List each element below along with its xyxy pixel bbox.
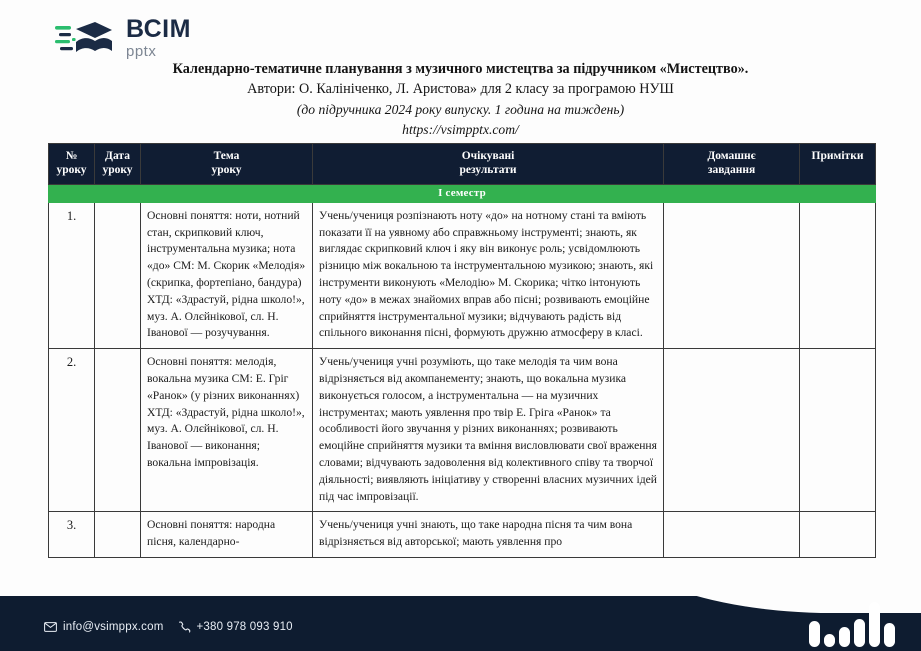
cell-homework[interactable]	[664, 349, 800, 512]
cell-notes[interactable]	[800, 202, 876, 348]
header-line-1: №	[65, 150, 78, 162]
logo-subtitle: pptx	[126, 43, 157, 60]
column-header-expected-results	[313, 144, 664, 185]
cell-lesson-topic: Основні поняття: мелодія, вокальна музика СМ: Е. Гріг «Ранок» (у різних виконаннях) ХТД: «Здрастуй, рідна школо!», муз. А. Олєйнікової, сл. Н. Іванової — виконання; вокальна імпровізація.	[141, 349, 313, 512]
contact-email[interactable]	[44, 621, 164, 633]
lesson-plan-table-wrapper	[48, 143, 875, 558]
bar-2	[824, 634, 835, 647]
cell-lesson-number: 2.	[49, 349, 95, 512]
cell-lesson-topic: Основні поняття: ноти, нотний стан, скрипковий ключ, інструментальна музика; нота «до» СМ: М. Скорик «Мелодія» (скрипка, фортепіано, бандура) ХТД: «Здрастуй, рідна школо!», муз. А. Олєйнікової, сл. Н. Іванової — розучування.	[141, 202, 313, 348]
table-row	[49, 349, 876, 512]
envelope-icon	[44, 622, 57, 632]
brand-logo	[55, 16, 191, 60]
semester-label: I семестр	[49, 184, 876, 202]
graduation-cap-icon	[55, 16, 117, 60]
header-line-2: результати	[459, 164, 517, 177]
cell-homework[interactable]	[664, 202, 800, 348]
column-header-lesson-number	[49, 144, 95, 185]
title-line-2: Автори: О. Калініченко, Л. Аристова» для 2 класу за програмою НУШ	[247, 81, 674, 98]
bar-4	[854, 619, 865, 647]
semester-band-row	[49, 184, 876, 202]
title-line-1: Календарно-тематичне планування з музичного мистецтва за підручником «Мистецтво».	[172, 61, 749, 77]
phone-text: +380 978 093 910	[196, 621, 293, 633]
header-line-2: уроку	[211, 164, 242, 177]
column-header-lesson-date	[95, 144, 141, 185]
column-header-lesson-topic	[141, 144, 313, 185]
column-header-notes	[800, 144, 876, 185]
column-header-homework	[664, 144, 800, 185]
table-body	[49, 184, 876, 557]
cell-lesson-date[interactable]	[95, 349, 141, 512]
cell-expected-results: Учень/учениця учні розуміють, що таке мелодія та чим вона відрізняється від акомпанементу; знають, що вокальна музика виконується голосом, а інструментальна — на музичних інструментах; мають уявлення про твір Е. Гріга «Ранок» та особливості його звучання у різних виконаннях; розвивають емоційне сприйняття музики та вміння висловлювати свої враження словами; відчувають задоволення від колективного співу та творчої діяльності; виявляють ініціативу у створенні власних музичних ідей під час імпровізації.	[313, 349, 664, 512]
decorative-bar-chart-icon	[809, 585, 899, 647]
header-line-1: Тема	[213, 150, 240, 162]
footer-contacts	[44, 621, 293, 633]
table-header	[49, 144, 876, 185]
cell-lesson-date[interactable]	[95, 202, 141, 348]
table-header-row	[49, 144, 876, 185]
cell-expected-results: Учень/учениця учні знають, що таке народна пісня та чим вона відрізняється від авторської; мають уявлення про	[313, 512, 664, 558]
header-line-2: уроку	[56, 164, 87, 177]
header-line-1: Примітки	[811, 150, 864, 162]
header-line-2: уроку	[102, 164, 133, 177]
cell-notes[interactable]	[800, 512, 876, 558]
cell-expected-results: Учень/учениця розпізнають ноту «до» на нотному стані та вміють показати її на уявному або справжньому інструменті; знають, як виглядає скрипковий ключ і яку він виконує роль; усвідомлюють різницю між вокальною та інструментальною музикою; знають, які інструменти виконують «Мелодію» М. Скорика; чітко інтонують ноту «до» в межах знайомих вправ або пісні; розвивають емоційне сприйняття інструментальної музики; відчувають радість від спільного виконання пісні, формують дружню атмосферу в класі.	[313, 202, 664, 348]
bar-1	[809, 621, 820, 647]
page-title	[0, 60, 921, 141]
header-line-1: Домашнє	[707, 150, 756, 162]
contact-phone[interactable]	[178, 621, 293, 633]
bar-3	[839, 627, 850, 647]
header-line-2: завдання	[707, 164, 756, 177]
lesson-plan-table	[48, 143, 876, 558]
content-clip-mask	[0, 566, 921, 596]
email-text: info@vsimppx.com	[63, 621, 164, 633]
cell-lesson-topic: Основні поняття: народна пісня, календарно-	[141, 512, 313, 558]
cell-lesson-number: 3.	[49, 512, 95, 558]
cell-lesson-date[interactable]	[95, 512, 141, 558]
title-line-3: (до підручника 2024 року випуску. 1 година на тиждень)	[296, 101, 625, 117]
table-row	[49, 202, 876, 348]
title-source-url: https://vsimpptx.com/	[402, 122, 519, 138]
cell-lesson-number: 1.	[49, 202, 95, 348]
bar-5	[869, 602, 880, 647]
logo-title: ВСІМ	[126, 15, 191, 43]
bar-6	[884, 623, 895, 647]
header-line-1: Очікувані	[461, 150, 515, 162]
cell-homework[interactable]	[664, 512, 800, 558]
phone-icon	[178, 621, 191, 633]
header-line-1: Дата	[105, 150, 130, 162]
table-row	[49, 512, 876, 558]
cell-notes[interactable]	[800, 349, 876, 512]
